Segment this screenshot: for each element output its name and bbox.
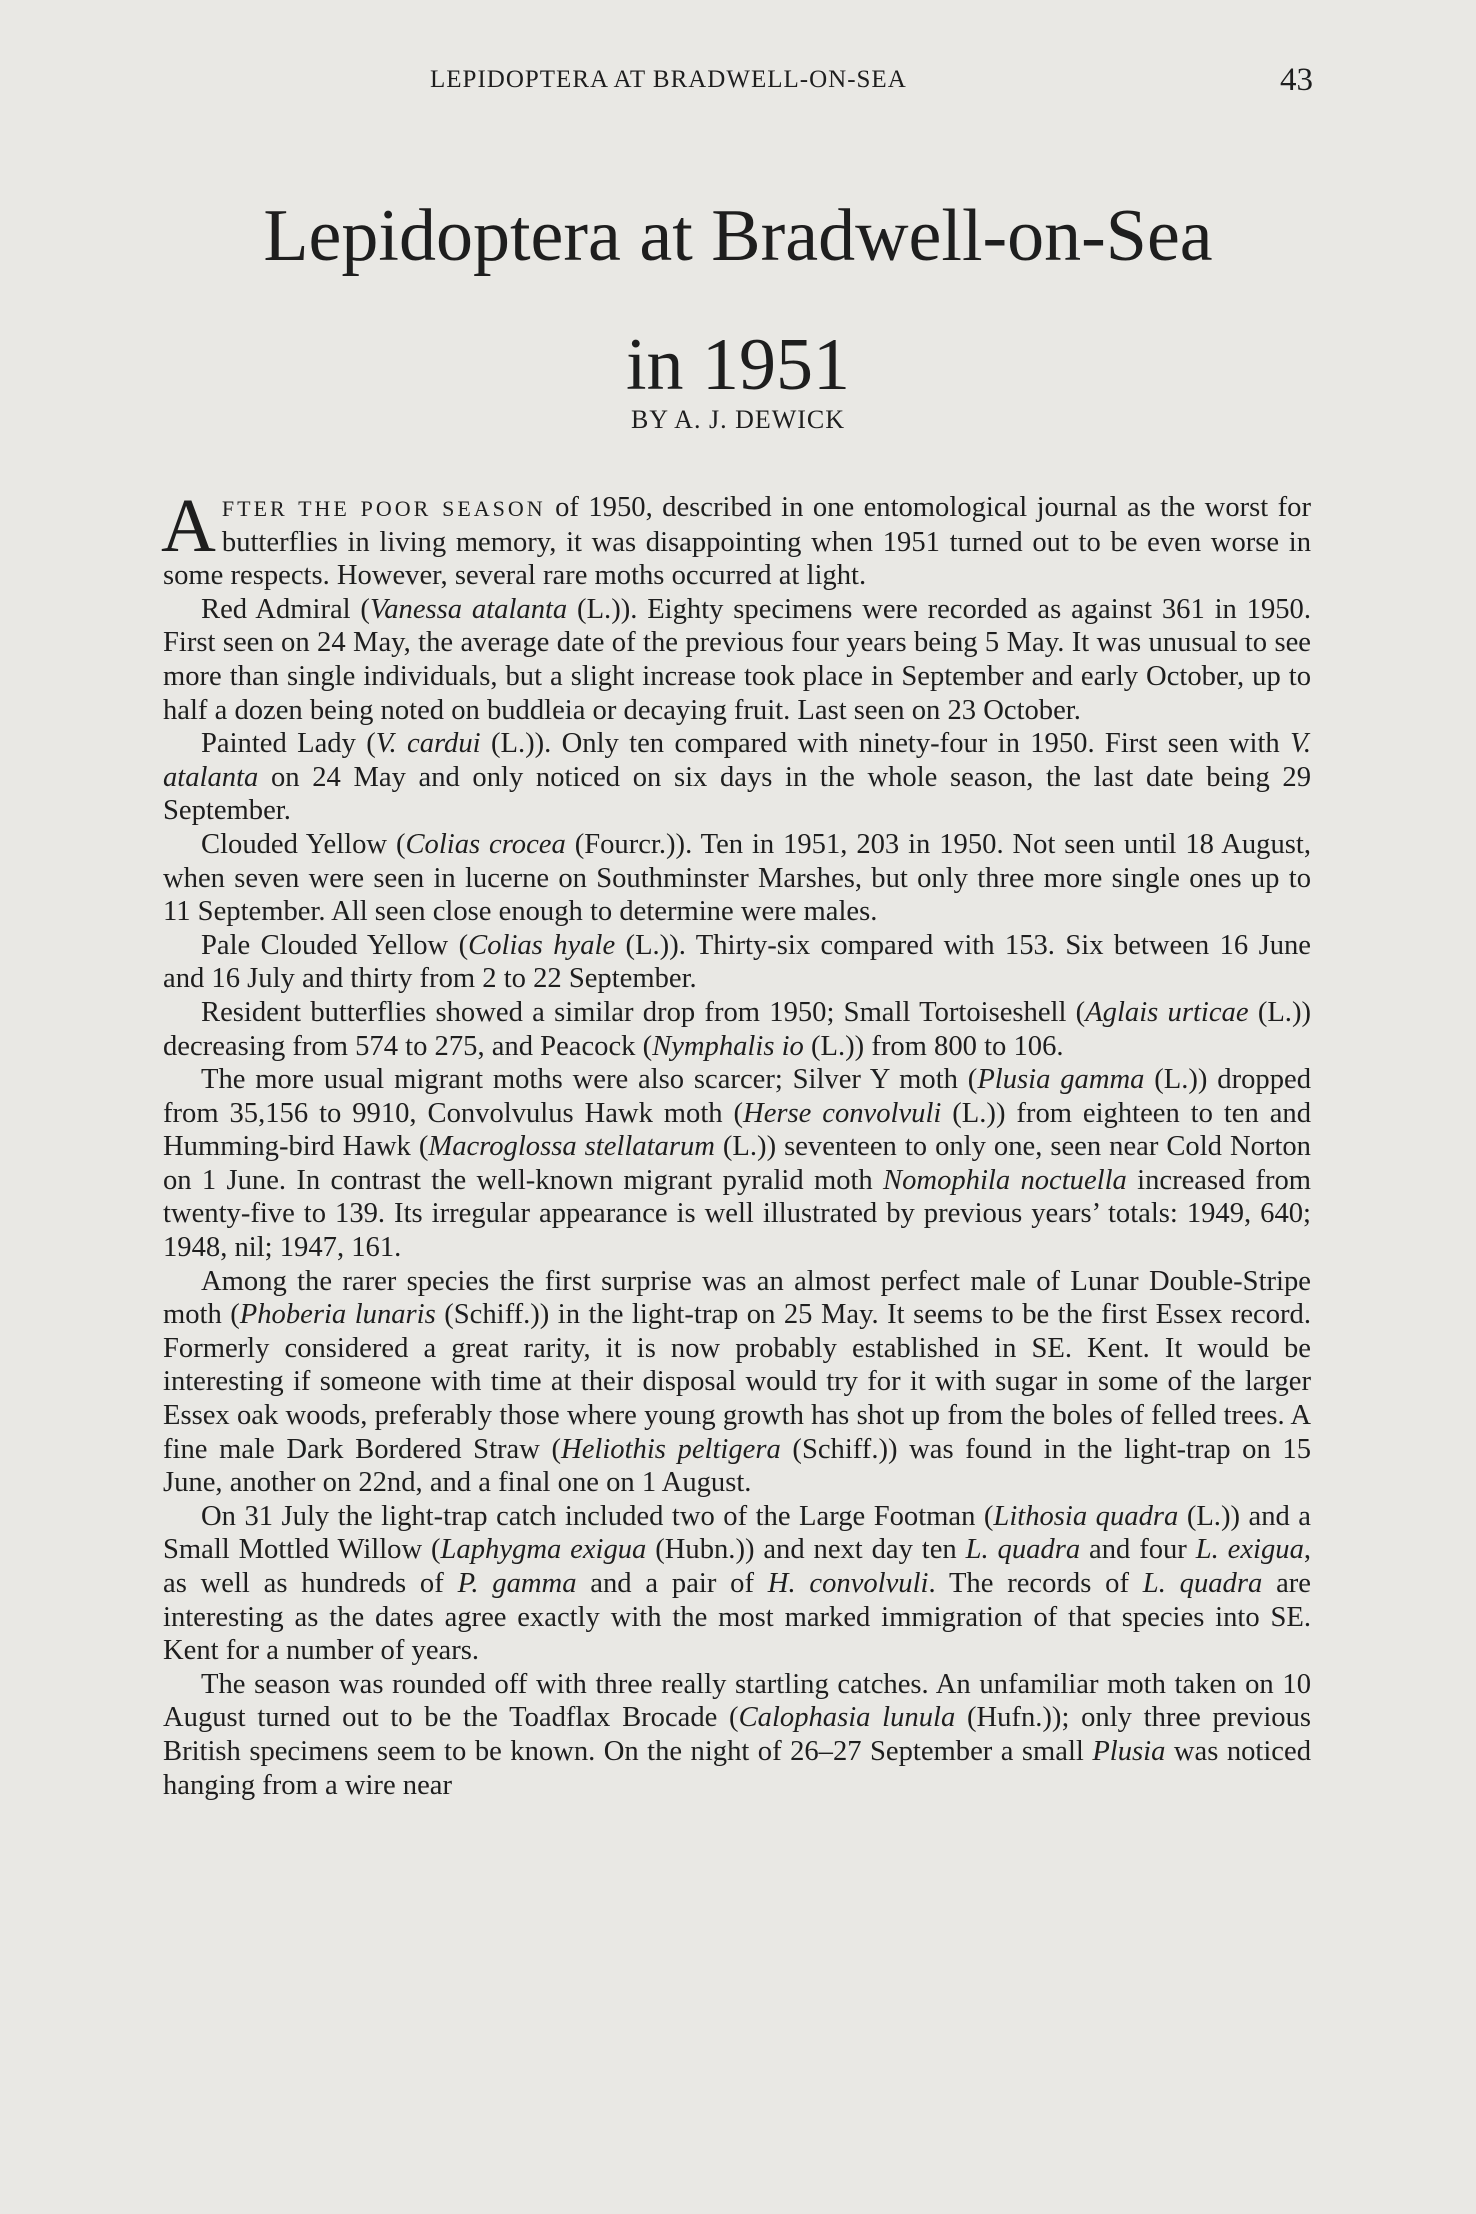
text-run: Painted Lady ( bbox=[201, 728, 376, 760]
byline: BY A. J. DEWICK bbox=[630, 405, 846, 434]
species-name: Heliothis peltigera bbox=[561, 1433, 781, 1465]
text-run: (L.)) from 800 to 106. bbox=[803, 1030, 1064, 1062]
text-run: , as well as hundreds of bbox=[163, 1534, 1312, 1599]
article-title bbox=[0, 194, 1476, 407]
text-run: (Schiff.)) in the light-trap on 25 May. It seems to be the first Essex record. Formerly considered a great rarity, it is now probably established in SE. Kent. It would be interesting if someone with time at their disposal would try for it with sugar in some of the larger Essex oak woods, preferably those where young growth has shot up from the boles of felled trees. A fine male Dark Bordered Straw ( bbox=[163, 1299, 1311, 1465]
species-name: Herse convolvuli bbox=[743, 1097, 942, 1129]
article-title-line-1: Lepidoptera at Bradwell-on-Sea bbox=[263, 194, 1213, 277]
text-run: and a pair of bbox=[576, 1568, 768, 1599]
species-name: Calophasia lunula bbox=[738, 1702, 956, 1734]
species-name: Colias hyale bbox=[468, 929, 616, 961]
text-run: (Hubn.)) and next day ten bbox=[646, 1534, 966, 1566]
species-name: L. exigua bbox=[1195, 1534, 1304, 1566]
species-name: Macroglossa stellatarum bbox=[428, 1131, 715, 1163]
text-run: (L.)) from eighteen to ten and Humming-bird Hawk ( bbox=[163, 1097, 1311, 1163]
text-run: and four bbox=[1080, 1534, 1196, 1566]
paragraph bbox=[163, 828, 1311, 929]
species-name: Nomophila noctuella bbox=[883, 1164, 1127, 1196]
text-run: . The records of bbox=[928, 1568, 1143, 1599]
paragraph bbox=[163, 1500, 1311, 1668]
text-run: (L.)) decreasing from 574 to 275, and Peacock ( bbox=[163, 996, 1312, 1062]
page-number: 43 bbox=[1280, 62, 1313, 98]
species-name: Phoberia lunaris bbox=[239, 1299, 436, 1331]
species-name: Plusia bbox=[1092, 1735, 1166, 1767]
running-title: LEPIDOPTERA AT BRADWELL-ON-SEA bbox=[430, 66, 907, 93]
species-name: L. quadra bbox=[1142, 1568, 1263, 1599]
species-name: Nymphalis io bbox=[652, 1030, 804, 1062]
text-run: (L.)). Only ten compared with ninety-four in 1950. First seen with bbox=[480, 728, 1291, 760]
text-run: Clouded Yellow ( bbox=[201, 828, 406, 860]
text-run: on 24 May and only noticed on six days in the whole season, the last date being 29 September. bbox=[163, 761, 1311, 827]
species-name: Aglais urticae bbox=[1085, 996, 1249, 1028]
small-caps-opening: FTER THE POOR SEASON bbox=[221, 496, 546, 521]
text-run: On 31 July the light-trap catch included two of the Large Footman ( bbox=[201, 1500, 994, 1532]
text-run: (L.)). Eighty specimens were recorded as against 361 in 1950. First seen on 24 May, the average date of the previous four years being 5 May. It was unusual to see more than single individuals, but a slight increase took place in September and early October, up to half a dozen being noted on buddleia or decaying fruit. Last seen on 23 October. bbox=[163, 593, 1311, 726]
species-name: H. convolvuli bbox=[767, 1568, 929, 1599]
paragraph bbox=[163, 1063, 1311, 1265]
article-body bbox=[161, 484, 1312, 1802]
species-name: P. gamma bbox=[457, 1568, 577, 1599]
species-name: Laphygma exigua bbox=[440, 1534, 647, 1566]
running-head bbox=[0, 62, 1476, 106]
article-title-line-2: in 1951 bbox=[625, 324, 851, 407]
paragraph bbox=[163, 996, 1311, 1063]
text-run: Among the rarer species the first surprise was an almost perfect male of Lunar Double-Stripe moth ( bbox=[163, 1265, 1311, 1331]
text-run: (L.)) and a Small Mottled Willow ( bbox=[163, 1500, 1311, 1566]
paragraph bbox=[161, 484, 1311, 593]
text-run: (L.)). Thirty-six compared with 153. Six between 16 June and 16 July and thirty from 2 to 22 September. bbox=[163, 929, 1311, 995]
text-run: Pale Clouded Yellow ( bbox=[201, 929, 469, 961]
text-run: was noticed hanging from a wire near bbox=[163, 1735, 1311, 1801]
paragraph bbox=[163, 1668, 1311, 1802]
paragraph bbox=[163, 929, 1311, 996]
text-run: (L.)) seventeen to only one, seen near Cold Norton on 1 June. In contrast the well-known migrant pyralid moth bbox=[163, 1131, 1311, 1196]
text-run: (Fourcr.)). Ten in 1951, 203 in 1950. Not seen until 18 August, when seven were seen in lucerne on Southminster Marshes, but only three more single ones up to 11 September. All seen close enough to determine were males. bbox=[163, 828, 1311, 928]
text-run: (Hufn.)); only three previous British specimens seem to be known. On the night of 26–27 September a small bbox=[163, 1702, 1311, 1767]
text-run: (L.)) dropped from 35,156 to 9910, Convolvulus Hawk moth ( bbox=[163, 1064, 1311, 1129]
species-name: V. atalanta bbox=[163, 728, 1311, 793]
text-run: Red Admiral ( bbox=[201, 593, 370, 625]
species-name: L. quadra bbox=[965, 1534, 1081, 1566]
paragraph bbox=[163, 727, 1311, 828]
species-name: Vanessa atalanta bbox=[369, 593, 568, 625]
text-run: The season was rounded off with three really startling catches. An unfamiliar moth taken on 10 August turned out to be the Toadflax Brocade ( bbox=[163, 1668, 1311, 1734]
paragraph bbox=[163, 593, 1311, 727]
species-name: Plusia gamma bbox=[977, 1064, 1145, 1096]
text-run: Resident butterflies showed a similar drop from 1950; Small Tortoiseshell ( bbox=[201, 996, 1086, 1028]
species-name: Colias crocea bbox=[405, 828, 566, 860]
text-run: (Schiff.)) was found in the light-trap on 15 June, another on 22nd, and a final one on 1 August. bbox=[163, 1433, 1311, 1499]
species-name: Lithosia quadra bbox=[993, 1500, 1179, 1532]
text-run: The more usual migrant moths were also scarcer; Silver Y moth ( bbox=[201, 1064, 978, 1096]
paragraph bbox=[163, 1265, 1311, 1500]
drop-cap: A bbox=[161, 484, 216, 568]
text-run: of 1950, described in one entomological journal as the worst for butterflies in living memory, it was disappointing when 1951 turned out to be even worse in some respects. However, several rare moths occurred at light. bbox=[163, 492, 1311, 592]
text-run: increased from twenty-five to 139. Its irregular appearance is well illustrated by previous years’ totals: 1949, 640; 1948, nil; 1947, 161. bbox=[163, 1164, 1311, 1264]
species-name: V. cardui bbox=[375, 728, 481, 760]
text-run: are interesting as the dates agree exactly with the most marked immigration of that species into SE. Kent for a number of years. bbox=[163, 1568, 1311, 1667]
